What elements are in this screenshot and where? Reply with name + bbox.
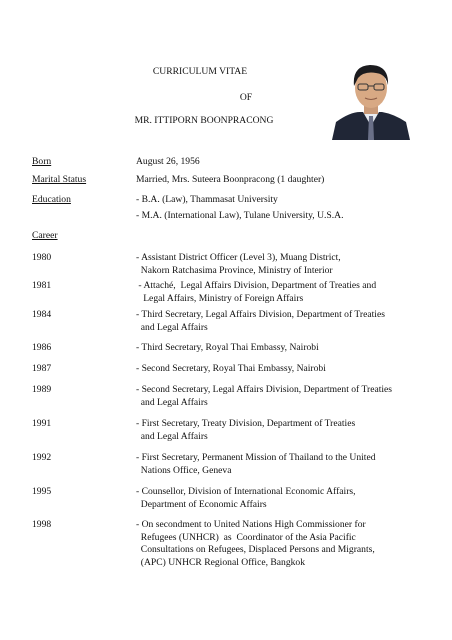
career-line: - Assistant District Officer (Level 3), Muang District, — [136, 252, 341, 263]
cv-title-line-3: MR. ITTIPORN BOONPRACONG — [134, 115, 274, 126]
career-year: 1981 — [32, 280, 52, 291]
career-line: - Third Secretary, Royal Thai Embassy, Nairobi — [136, 342, 319, 353]
career-entry — [136, 452, 436, 477]
career-line: - On secondment to United Nations High Commissioner for — [136, 519, 366, 530]
career-year: 1998 — [32, 519, 52, 530]
career-line: - Third Secretary, Legal Affairs Division, Department of Treaties — [136, 309, 385, 320]
career-entry — [136, 363, 436, 376]
cv-title-line-2: OF — [239, 92, 253, 103]
career-year: 1984 — [32, 309, 52, 320]
career-line: Consultations on Refugees, Displaced Persons and Migrants, — [136, 544, 375, 556]
career-line: - Second Secretary, Legal Affairs Division, Department of Treaties — [136, 384, 393, 395]
education-item: - B.A. (Law), Thammasat University — [136, 194, 278, 205]
career-year: 1987 — [32, 363, 52, 374]
career-entry — [136, 486, 436, 511]
career-line: and Legal Affairs — [136, 396, 208, 408]
career-entry — [136, 252, 436, 277]
marital-status-label: Marital Status — [32, 174, 87, 185]
career-entry — [136, 280, 436, 305]
career-line: Nations Office, Geneva — [136, 464, 232, 476]
career-line: Refugees (UNHCR) as Coordinator of the Asia Pacific — [136, 531, 356, 543]
career-line: Department of Economic Affairs — [136, 498, 267, 510]
cv-title-line-1: CURRICULUM VITAE — [152, 66, 248, 77]
career-year: 1991 — [32, 418, 52, 429]
education-item: - M.A. (International Law), Tulane University, U.S.A. — [136, 209, 344, 221]
portrait-image — [330, 56, 412, 140]
career-entry — [136, 342, 436, 355]
career-entry — [136, 309, 436, 334]
career-entry — [136, 418, 436, 443]
career-line: - Second Secretary, Royal Thai Embassy, Nairobi — [136, 363, 326, 374]
career-year: 1995 — [32, 486, 52, 497]
career-line: (APC) UNHCR Regional Office, Bangkok — [136, 556, 306, 568]
education-list — [136, 194, 436, 222]
career-year: 1992 — [32, 452, 52, 463]
career-line: - First Secretary, Treaty Division, Department of Treaties — [136, 418, 356, 429]
portrait-photo — [330, 56, 412, 140]
career-line: - First Secretary, Permanent Mission of Thailand to the United — [136, 452, 376, 463]
born-value: August 26, 1956 — [136, 156, 200, 167]
career-line: Legal Affairs, Ministry of Foreign Affairs — [136, 292, 304, 304]
career-line: - Counsellor, Division of International Economic Affairs, — [136, 486, 356, 497]
career-label: Career — [32, 230, 58, 241]
education-label: Education — [32, 194, 71, 205]
career-year: 1986 — [32, 342, 52, 353]
career-line: Nakorn Ratchasima Province, Ministry of Interior — [136, 264, 333, 276]
career-line: and Legal Affairs — [136, 321, 208, 333]
career-line: - Attaché, Legal Affairs Division, Department of Treaties and — [136, 280, 377, 291]
career-entry — [136, 519, 436, 569]
marital-status-value: Married, Mrs. Suteera Boonpracong (1 daughter) — [136, 174, 325, 185]
career-year: 1980 — [32, 252, 52, 263]
born-label: Born — [32, 156, 52, 167]
career-entry — [136, 384, 436, 409]
career-year: 1989 — [32, 384, 52, 395]
career-line: and Legal Affairs — [136, 430, 208, 442]
